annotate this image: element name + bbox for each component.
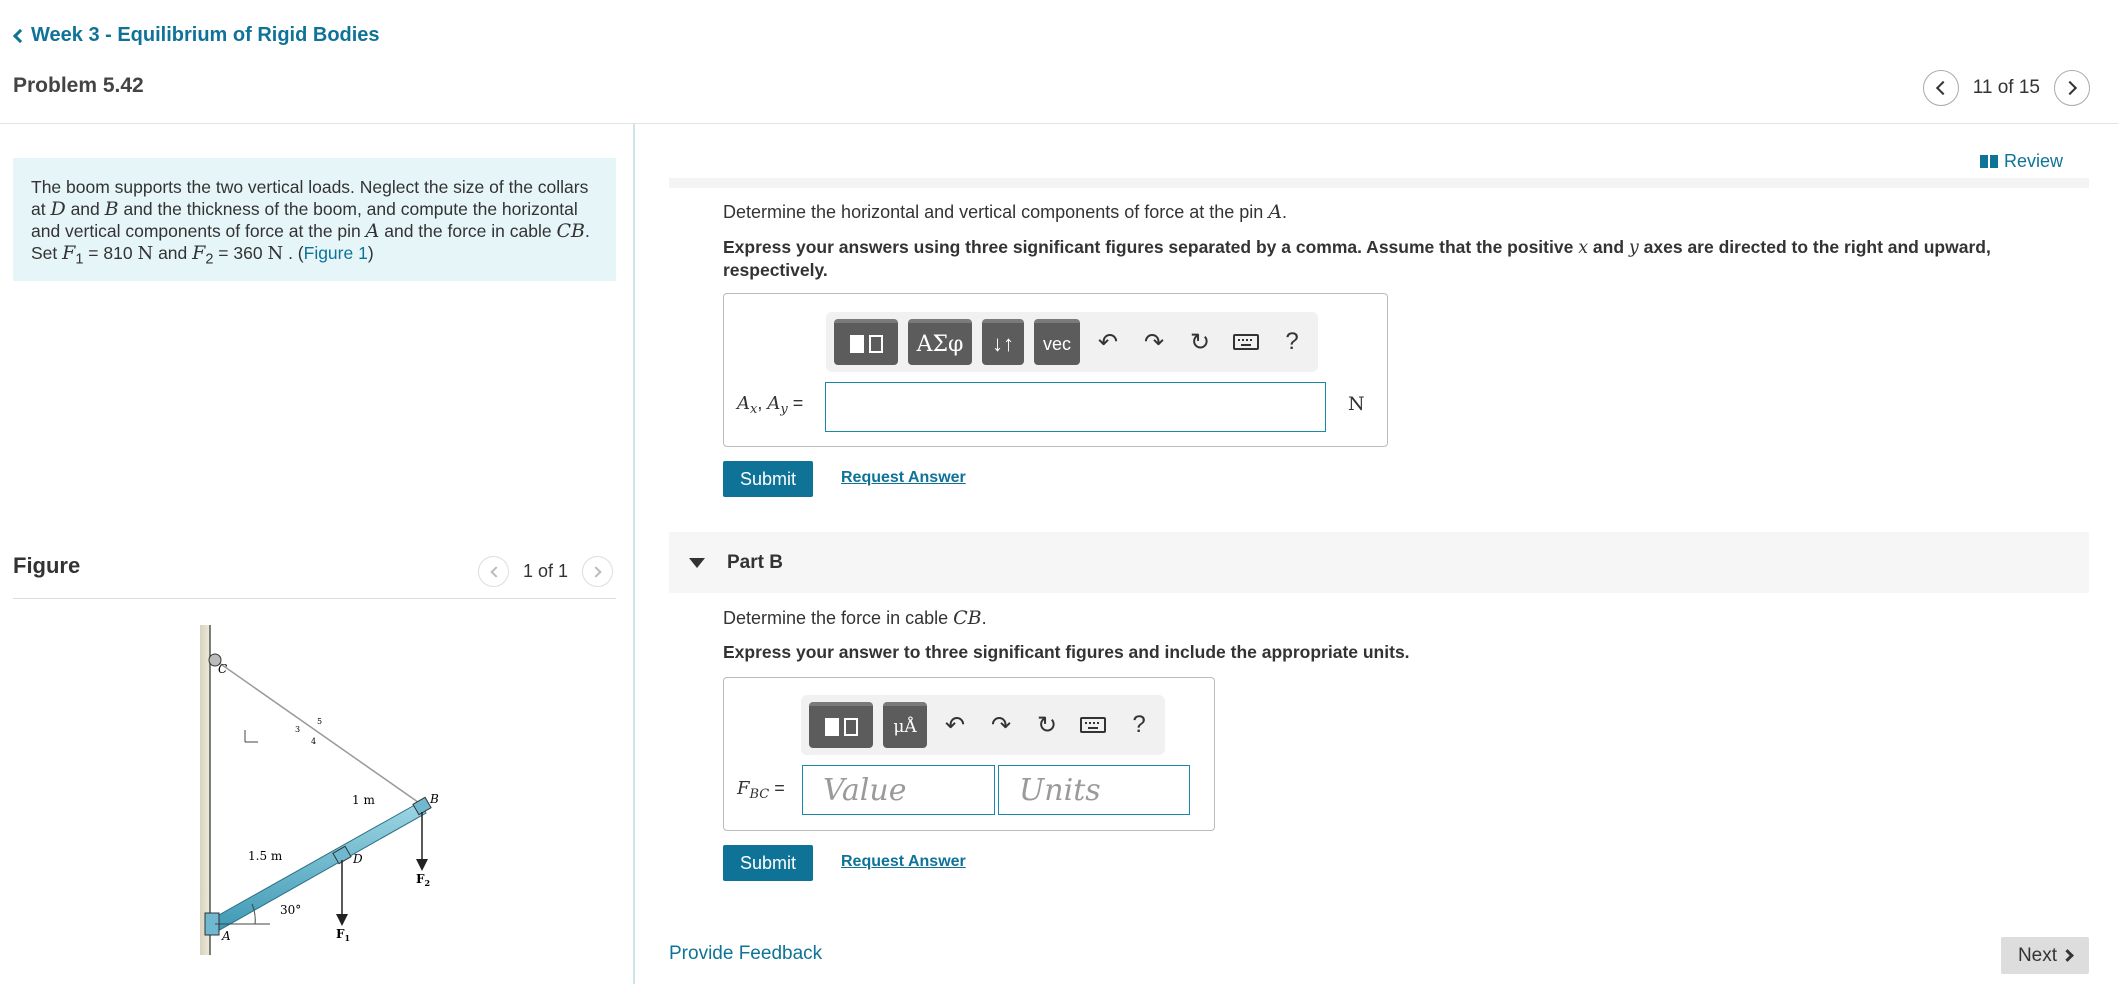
problem-math: F <box>192 242 206 264</box>
problem-text: and the force in cable <box>379 221 557 241</box>
part-a-request-answer-link[interactable]: Request Answer <box>841 469 966 486</box>
chevron-left-icon <box>490 566 501 577</box>
part-a-submit-button[interactable]: Submit <box>723 461 813 497</box>
keyboard-icon[interactable] <box>1075 702 1111 748</box>
problem-math: D <box>50 198 66 220</box>
problem-math: A <box>365 220 380 242</box>
label-f2: $F_2$ <box>416 872 431 888</box>
previous-problem-button[interactable] <box>1923 70 1959 106</box>
chevron-right-icon <box>590 566 601 577</box>
part-b-header[interactable] <box>669 532 2089 593</box>
part-b-submit-button[interactable]: Submit <box>723 845 813 881</box>
vector-button[interactable]: vec <box>1034 319 1080 365</box>
keyboard-glyph <box>1233 334 1259 350</box>
question-text: . <box>1282 202 1288 222</box>
problem-text: and <box>153 243 193 263</box>
problem-text: = 810 <box>83 243 138 263</box>
problem-text: and <box>65 199 105 219</box>
label-1-5m: 1.5 m <box>248 849 283 863</box>
label-angle: 30° <box>280 903 302 917</box>
part-a-toolbar <box>826 312 1318 372</box>
problem-text: and the thickness of the boom, and compute the horizontal and vertical components of force at the pin <box>31 199 578 241</box>
problem-math-sub: 2 <box>205 251 214 268</box>
symbols-button[interactable]: ΑΣφ <box>908 319 972 365</box>
problem-math: B <box>104 198 119 220</box>
back-to-assignment-link[interactable] <box>13 24 380 47</box>
next-problem-button[interactable] <box>2054 70 2090 106</box>
part-a-unit: N <box>1348 393 1365 415</box>
question-text: . <box>981 608 987 628</box>
label-d: D <box>353 852 363 866</box>
var-sub: y <box>780 402 788 417</box>
problem-text: . <box>584 221 590 241</box>
next-label: Next <box>2017 944 2058 966</box>
var-sub: BC <box>749 787 770 802</box>
problem-pager <box>1923 70 2090 106</box>
problem-text: ) <box>367 243 374 263</box>
figure-pager-text: 1 of 1 <box>523 561 569 581</box>
pane-divider[interactable] <box>633 124 635 984</box>
problem-text: = 360 <box>213 243 268 263</box>
template-icon <box>844 718 858 736</box>
instruction-math: y <box>1628 238 1639 258</box>
var-separator: , <box>757 393 768 413</box>
instruction-text: Express your answers using three significant figures separated by a comma. Assume that the positive <box>723 237 1579 257</box>
boom <box>210 802 426 932</box>
var-letter: A <box>767 393 781 414</box>
part-b-question <box>723 607 987 629</box>
review-link[interactable] <box>1980 151 2063 172</box>
sort-button[interactable]: ↓↑ <box>982 319 1024 365</box>
value-input[interactable]: Value <box>802 765 995 815</box>
book-icon <box>1980 155 1998 168</box>
problem-statement <box>13 158 616 281</box>
keyboard-glyph <box>1080 717 1106 733</box>
help-button[interactable]: ? <box>1132 711 1146 738</box>
label-1m: 1 m <box>352 793 375 807</box>
part-b-variable-label <box>737 778 785 802</box>
problem-math-sub: 1 <box>75 251 84 268</box>
question-text: Determine the force in cable <box>723 608 954 628</box>
chevron-left-icon <box>1936 81 1950 95</box>
problem-text: The boom supports the two vertical loads. Neglect the size of the collars at <box>31 177 589 219</box>
part-a-bar <box>669 178 2089 188</box>
problem-text: Set <box>31 243 63 263</box>
caret-down-icon <box>689 558 705 568</box>
redo-icon[interactable]: ↷ <box>1143 328 1165 356</box>
part-b-instructions: Express your answer to three significant figures and include the appropriate units. <box>723 642 1410 662</box>
figure-pager <box>478 556 613 587</box>
redo-icon[interactable]: ↷ <box>990 711 1012 739</box>
var-equals: = <box>787 393 804 413</box>
var-equals: = <box>769 778 785 798</box>
chevron-left-icon <box>13 28 27 42</box>
part-b-request-answer-link[interactable]: Request Answer <box>841 853 966 870</box>
templates-button[interactable] <box>809 702 873 748</box>
part-a-answer-input[interactable] <box>825 382 1326 432</box>
reset-icon[interactable]: ↻ <box>1036 711 1058 739</box>
chevron-right-icon <box>2063 81 2077 95</box>
next-figure-button[interactable] <box>582 556 613 587</box>
label-f1: $F_1$ <box>336 927 351 943</box>
label-c: C <box>218 662 228 676</box>
problem-unit: N <box>267 243 284 264</box>
label-slope-4: 4 <box>311 737 317 746</box>
cable-cb <box>215 660 425 807</box>
units-button[interactable]: μÅ <box>883 702 927 748</box>
keyboard-icon[interactable] <box>1228 319 1264 365</box>
question-math: CB <box>953 607 982 629</box>
part-b-toolbar <box>801 695 1165 755</box>
help-button[interactable]: ? <box>1285 328 1299 355</box>
units-input[interactable]: Units <box>998 765 1190 815</box>
instruction-text: axes are directed to the right and upward, respectively. <box>723 237 1991 280</box>
question-math: A <box>1268 201 1283 223</box>
label-a: A <box>222 929 231 943</box>
reset-icon[interactable]: ↻ <box>1189 328 1211 356</box>
figure-link[interactable]: Figure 1 <box>303 243 368 263</box>
problem-math: F <box>62 242 76 264</box>
question-text: Determine the horizontal and vertical components of force at the pin <box>723 202 1269 222</box>
wall <box>200 625 210 955</box>
problem-text: . ( <box>283 243 304 263</box>
next-button[interactable] <box>2001 937 2089 974</box>
problem-pager-text: 11 of 15 <box>1972 77 2040 98</box>
chevron-right-icon <box>2061 949 2074 962</box>
label-b: B <box>430 792 439 806</box>
instruction-math: x <box>1578 238 1589 258</box>
template-icon <box>825 718 839 736</box>
figure-divider <box>13 598 616 599</box>
problem-unit: N <box>137 243 154 264</box>
part-b-label: Part B <box>727 551 783 573</box>
undo-icon[interactable]: ↶ <box>1097 328 1119 356</box>
var-letter: F <box>737 778 750 799</box>
back-link-label: Week 3 - Equilibrium of Rigid Bodies <box>31 24 380 46</box>
part-a-question <box>723 201 1287 223</box>
provide-feedback-link[interactable]: Provide Feedback <box>669 943 823 964</box>
templates-button[interactable] <box>834 319 898 365</box>
label-slope-5: 5 <box>317 717 323 726</box>
header-divider <box>0 123 2118 124</box>
figure-heading: Figure <box>13 553 81 578</box>
label-slope-3: 3 <box>295 725 301 734</box>
problem-title: Problem 5.42 <box>13 74 144 97</box>
part-a-variable-label <box>737 393 803 417</box>
var-letter: A <box>737 393 750 414</box>
template-icon <box>869 335 883 353</box>
previous-figure-button[interactable] <box>478 556 509 587</box>
template-icon <box>850 335 864 353</box>
var-sub: x <box>750 402 758 417</box>
instruction-text: and <box>1588 237 1629 257</box>
review-label: Review <box>2003 151 2063 171</box>
undo-icon[interactable]: ↶ <box>944 711 966 739</box>
part-a-instructions <box>723 236 2063 281</box>
problem-math: CB <box>556 220 585 242</box>
boom-figure <box>190 620 470 960</box>
